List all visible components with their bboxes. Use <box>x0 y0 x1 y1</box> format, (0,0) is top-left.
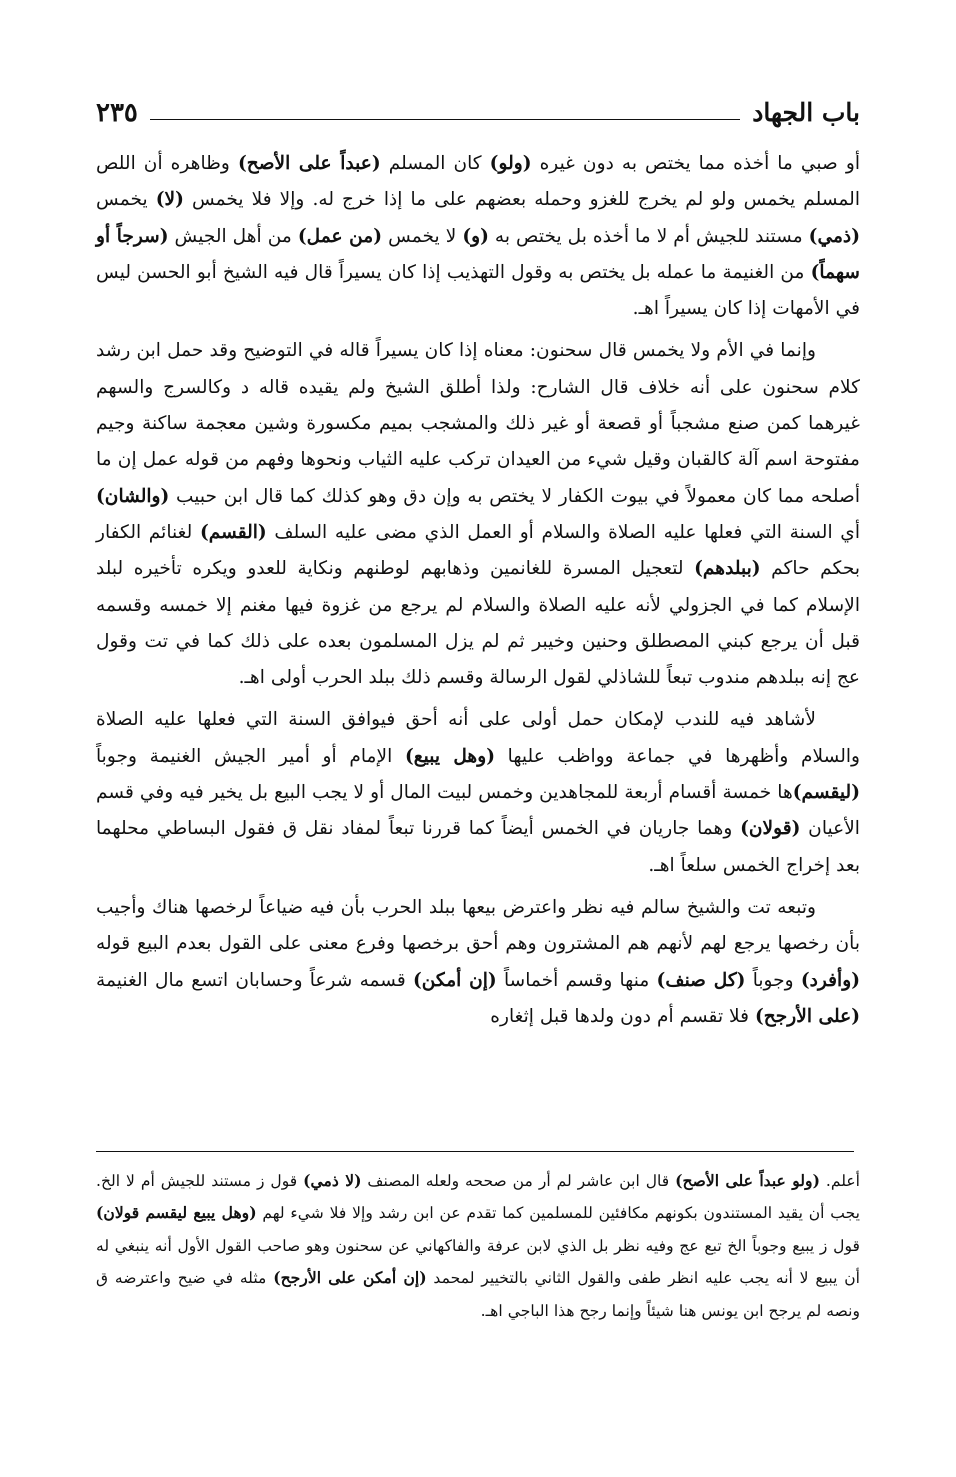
matn-quote: (ببلدهم) <box>694 558 761 580</box>
matn-quote: (ولو عبداً على الأصح) <box>675 1171 820 1190</box>
page-number: ٢٣٥ <box>96 98 138 128</box>
text-run: لتعجيل المسرة للغانمين وذهابهم لوطنهم ونكاية للعدو ويكره تأخيره لبلد الإسلام كما في الجزولي لأنه عليه الصلاة والسلام لم يرجع من غزوة فيها مغنم إلا خمسه وقسمه قبل أن يرجع كبني المصطلق وحنين وخيبر ثم لم يزل المسلمون بعده على ذلك كما في تت وقول عج إنه ببلدهم مندوب تبعاً للشاذلي لقول الرسالة وقسم ذلك ببلد الحرب أولى اهـ. <box>96 558 860 689</box>
chapter-title: باب الجهاد <box>752 98 860 127</box>
text-run: مستند للجيش أم لا ما أخذه بل يختص به <box>488 225 809 247</box>
text-run: وجوباً <box>745 969 801 991</box>
matn-quote: (إن أمكن على الأرجح) <box>273 1268 427 1288</box>
text-run: فلا تقسم أم دون ولدها قبل إثغاره <box>490 1005 755 1027</box>
paragraph-1 <box>96 146 860 327</box>
text-run: لغنائم الكفار بحكم حاكم <box>96 521 860 580</box>
matn-quote: (وأفرد) <box>800 969 860 991</box>
text-run: قول ز مستند للجيش أم لا الخ. يجب أن يقيد المستندون بكونهم مكافئين للمسلمين كما تقدم عن ابن رشد وإلا فلا شيء لهم <box>96 1172 860 1223</box>
matn-quote: (ليقسم) <box>792 782 860 804</box>
text-run: وهما جاريان في الخمس أيضاً كما قررنا تبعاً لمفاد نقل ق فقول البساطي محلهما بعد إخراج الخمس سلعاً اهـ. <box>96 818 860 876</box>
matn-quote: (إن أمكن) <box>412 969 497 991</box>
matn-quote: (ذمي) <box>808 225 861 247</box>
text-run: لأشاهد فيه للندب لإمكان حمل أولى على أنه أحق فيوافق السنة التي فعلها عليه الصلاة والسلام وأظهرها في جماعة وواظب عليها <box>96 709 860 767</box>
text-run: أعلم. <box>819 1172 860 1190</box>
text-run: قسمه شرعاً وحسابان اتسع مال الغنيمة <box>96 969 413 991</box>
matn-quote: (على الأرجح) <box>754 1005 860 1027</box>
matn-quote: (وهل يبيع) <box>404 745 495 767</box>
matn-quote: (لا) <box>155 189 184 211</box>
text-run: قول ز يبيع وجوباً الخ تبع عج وفيه نظر بل الذي لابن عرفة والفاكهاني عن سحنون وهو صاحب القول الأول أنه ينبغي له أن يبيع لا أنه يجب عليه انظر طفى والقول الثاني بالتخيير لمحمد <box>96 1236 860 1288</box>
footnote-paragraph <box>96 1165 860 1327</box>
text-run: منها وقسم أخماساً <box>496 969 657 991</box>
text-run: قال ابن عاشر لم أر من صححه ولعله المصنف <box>361 1172 676 1190</box>
text-run: وتبعه تت والشيخ سالم فيه نظر واعترض بيعها ببلد الحرب بأن فيه ضياعاً لرخصها هناك وأجيب بأن رخصها يرجع لهم لأنهم هم المشترون وهم أحق برخصها وفرع معنى على القول بعدم البيع قوله <box>96 896 860 955</box>
matn-quote: (سرجاً أو سهماً) <box>96 225 860 283</box>
text-run: من أهل الجيش <box>168 225 298 247</box>
matn-quote: (لا ذمي) <box>303 1171 362 1190</box>
matn-quote: (ولو) <box>489 153 532 174</box>
footnote-divider <box>96 1151 854 1152</box>
matn-quote: (القسم) <box>199 521 267 543</box>
text-run: أو صبي ما أخذه مما يختص به دون غيره <box>531 153 861 174</box>
page-header <box>96 88 860 128</box>
paragraph-4 <box>96 890 860 1035</box>
text-run: لا يخمس <box>382 225 463 247</box>
text-run: من الغنيمة ما عمله بل يختص به وقول التهذيب إذا كان يسيراً قال فيه الشيخ أبو الحسن ليس في الأمهات إذا كان يسيراً اهـ. <box>96 261 860 320</box>
footnotes <box>96 1165 860 1327</box>
text-run: الإمام أو أمير الجيش الغنيمة وجوباً <box>96 745 405 767</box>
matn-quote: (والشان) <box>96 485 170 507</box>
main-text <box>96 146 860 1041</box>
matn-quote: (كل صنف) <box>656 969 746 991</box>
text-run: وظاهره أن اللص المسلم يخمس ولو لم يخرج للغزو وحمله بعضهم على ما إذا خرج له. وإلا فلا يخمس <box>96 153 860 211</box>
paragraph-3 <box>96 702 860 883</box>
header-rule <box>150 119 740 120</box>
matn-quote: (عبداً على الأصح) <box>237 153 381 174</box>
text-run: أي السنة التي فعلها عليه الصلاة والسلام أو العمل الذي مضى عليه السلف <box>266 521 860 543</box>
text-run: وإنما في الأم ولا يخمس قال سحنون: معناه إذا كان يسيراً قاله في التوضيح وقد حمل ابن رشد كلام سحنون على أنه خلاف قال الشارح: ولذا أطلق الشيخ ولم يقيده قاله د وكالسرج والسهم غيرهما كمن صنع مشجباً أو قصعة أو غير ذلك والمشجب بميم مكسورة وشين معجمة ساكنة وجيم مفتوحة اسم آلة كالقبان وقيل شيء من العيدان تركب عليه الثياب ونحوها وفهم من قوله عمل إن ما أصلحه مما كان معمولاً في بيوت الكفار لا يختص به وإن دق وهو كذلك كما قال ابن حبيب <box>96 340 860 507</box>
text-run: كان المسلم <box>380 153 490 174</box>
matn-quote: (و) <box>462 225 489 247</box>
text-run: ها خمسة أقسام أربعة للمجاهدين وخمس لبيت المال أو لا يجب البيع بل يخير فيه وفي قسم الأعيان <box>96 782 860 840</box>
paragraph-2 <box>96 333 860 696</box>
matn-quote: (قولان) <box>740 818 801 840</box>
text-run: يخمس <box>96 189 156 211</box>
matn-quote: (من عمل) <box>297 225 383 247</box>
text-run: مثله في ضيح واعترضه ق ونصه لم يرجح ابن يونس هنا شيئاً وإنما رجح هذا الباجي اهـ. <box>96 1269 860 1320</box>
matn-quote: (وهل يبيع ليقسم قولان) <box>96 1203 257 1223</box>
